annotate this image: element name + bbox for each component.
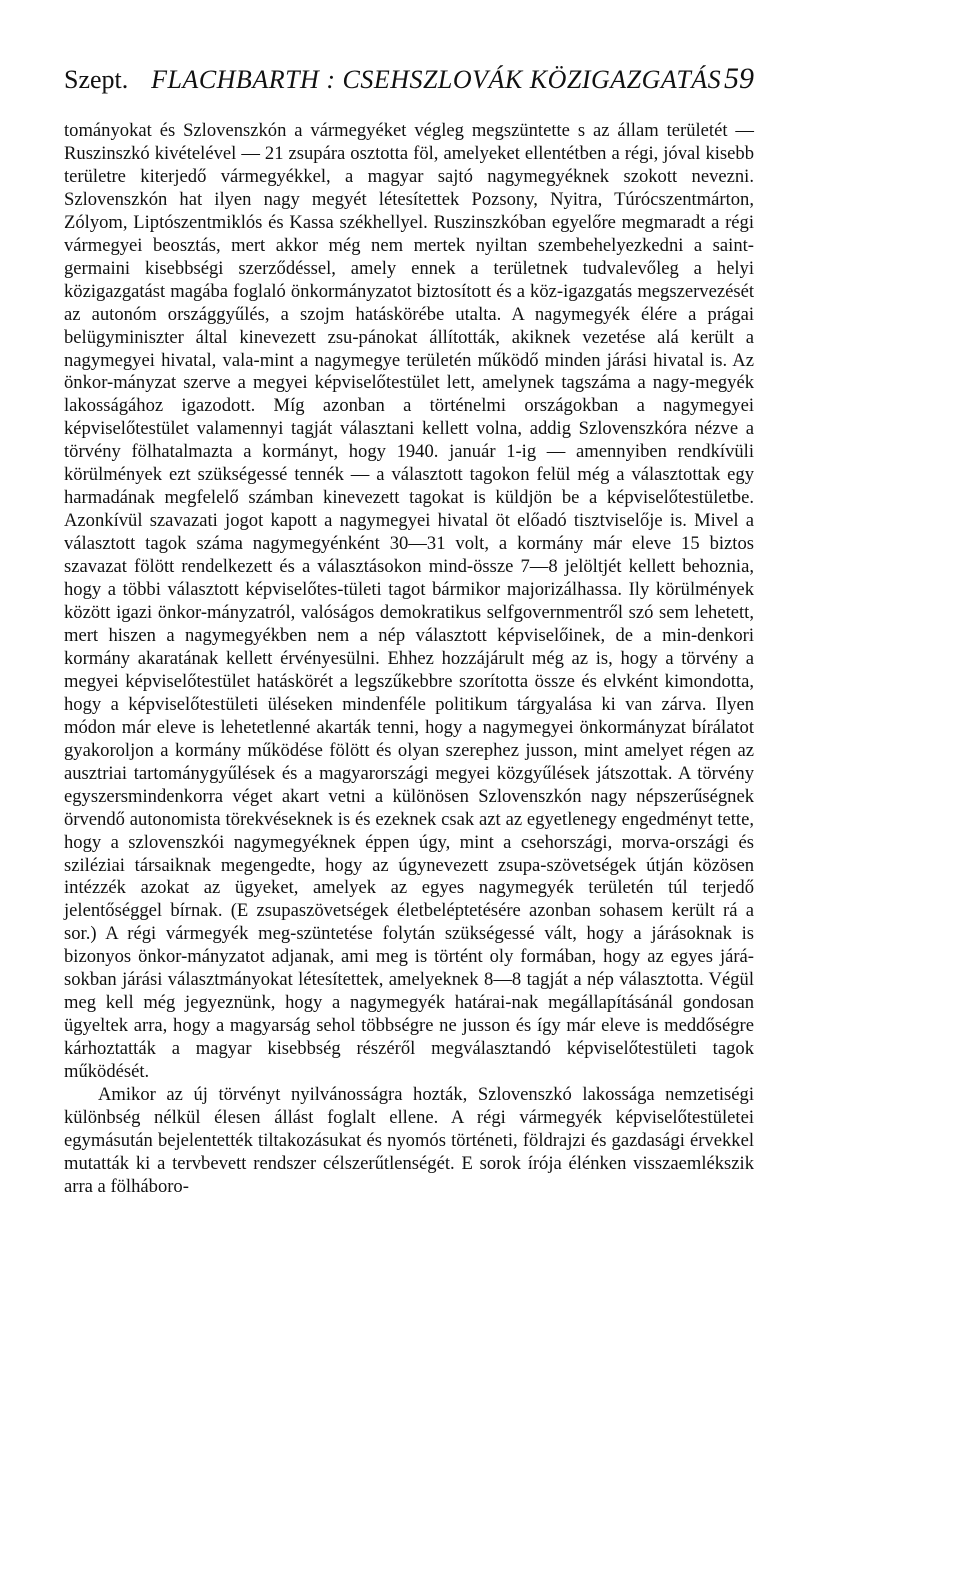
paragraph: Amikor az új törvényt nyilvánosságra hozták, Szlovenszkó lakossága nemzetiségi különbség nélkül élesen állást foglalt ellene. A régi vármegyék képviselőtestületei egymásután bejelentették tiltakozásukat és nyomós történeti, földrajzi és gazdasági érvekkel mutatták ki a tervbevett rendszer célszerűtlenségét. E sorok írója élénken visszaemlékszik arra a fölháboro- (64, 1084, 754, 1197)
book-page (64, 62, 754, 1199)
page-number: 59 (724, 62, 754, 95)
body-text (64, 120, 754, 1199)
running-head (64, 62, 754, 102)
paragraph-continued: tományokat és Szlovenszkón a vármegyéket végleg megszüntette s az állam területét — Ruszinszkó kivételével — 21 zsupára osztotta föl, amelyeket ellentétben a régi, jóval kisebb területre kiterjedő vármegyékkel, a magyar sajtó nagymegyéknek szokott nevezni. Szlovenszkón hat ilyen nagy megyét létesítettek Pozsony, Nyitra, Túrócszentmárton, Zólyom, Liptószentmiklós és Kassa székhellyel. Ruszinszkóban egyelőre megmaradt a régi vármegyei beosztás, mert akkor még nem mertek nyiltan szembehelyezkedni a saint-germaini kisebbségi szerződéssel, amely ennek a területnek tudvalevőleg a helyi közigazgatást magába foglaló önkormányzatot biztosított és a köz-igazgatás megszervezését az autonóm országgyűlés, a szojm hatáskörébe utalta. A nagymegyék élére a prágai belügyminiszter által kinevezett zsu-pánokat állították, akiknek vezetése alá került a nagymegyei hivatal, vala-mint a nagymegye területén működő minden járási hivatal is. Az önkor-mányzat szerve a megyei képviselőtestület lett, amelynek tagszáma a nagy-megyék lakosságához igazodott. Míg azonban a történelmi országokban a nagymegyei képviselőtestület valamennyi tagját választani kellett volna, addig Szlovenszkóra nézve a törvény fölhatalmazta a kormányt, hogy 1940. január 1-ig — amennyiben rendkívüli körülmények ezt szükségessé tennék — a választott tagokon felül még a választottak egy harmadának megfelelő számban kinevezett tagokat is küldjön be a képviselőtestületbe. Azonkívül szavazati jogot kapott a nagymegyei hivatal öt előadó tisztviselője is. Mivel a választott tagok száma nagymegyénként 30—31 volt, a kormány már eleve 15 biztos szavazat fölött rendelkezett és a választásokon mind-össze 7—8 jelöltjét kellett behoznia, hogy a többi választott képviselőtes-tületi tagot bármikor majorizálhassa. Ily körülmények között igazi önkor-mányzatról, valóságos demokratikus selfgovernmentről szó sem lehetett, mert hiszen a nagymegyékben nem a nép választott képviselőinek, de a min-denkori kormány akaratának kellett érvényesülni. Ehhez hozzájárult még az is, hogy a törvény a megyei képviselőtestület hatáskörét a legszűkebbre szorította össze és elvként kimondotta, hogy a képviselőtestületi üléseken mindenféle politikum tárgyalása ki van zárva. Ilyen módon már eleve is lehetetlenné akarták tenni, hogy a nagymegyei önkormányzat bírálatot gyakoroljon a kormány működése fölött és olyan szerephez jusson, mint amelyet régen az ausztriai tartománygyűlések és a magyarországi megyei közgyűlések játszottak. A törvény egyszersmindenkorra véget akart vetni a különösen Szlovenszkón nagy népszerűségnek örvendő autonomista törekvéseknek is és ezeknek csak azt az egyetlenegy engedményt tette, hogy a szlovenszkói nagymegyéknek éppen úgy, mint a csehországi, morva-országi és sziléziai társaiknak megengedte, hogy az úgynevezett zsupa-szövetségek útján közösen intézzék azokat az ügyeket, amelyek az egyes nagymegyék területén túl terjedő jelentőséggel bírnak. (E zsupaszövetségek életbeléptetésére azonban sohasem került rá a sor.) A régi vármegyék meg-szüntetése folytán szükségessé vált, hogy a járásoknak is bizonyos önkor-mányzatot adjanak, ami meg is történt oly formában, hogy az egyes járá-sokban járási választmányokat létesítettek, amelyeknek 8—8 tagját a nép választotta. Végül meg kell még jegyeznünk, hogy a nagymegyék határai-nak megállapításánál gondosan ügyeltek arra, hogy a magyarság sehol többségre ne jusson és így már eleve is meddőségre kárhoztatták a magyar kisebbség részéről megválasztandó képviselőtestületi tagok működését. (64, 120, 754, 1083)
running-head-title: FLACHBARTH : CSEHSZLOVÁK KÖZIGAZGATÁS (151, 65, 722, 94)
running-head-month: Szept. (64, 65, 129, 94)
